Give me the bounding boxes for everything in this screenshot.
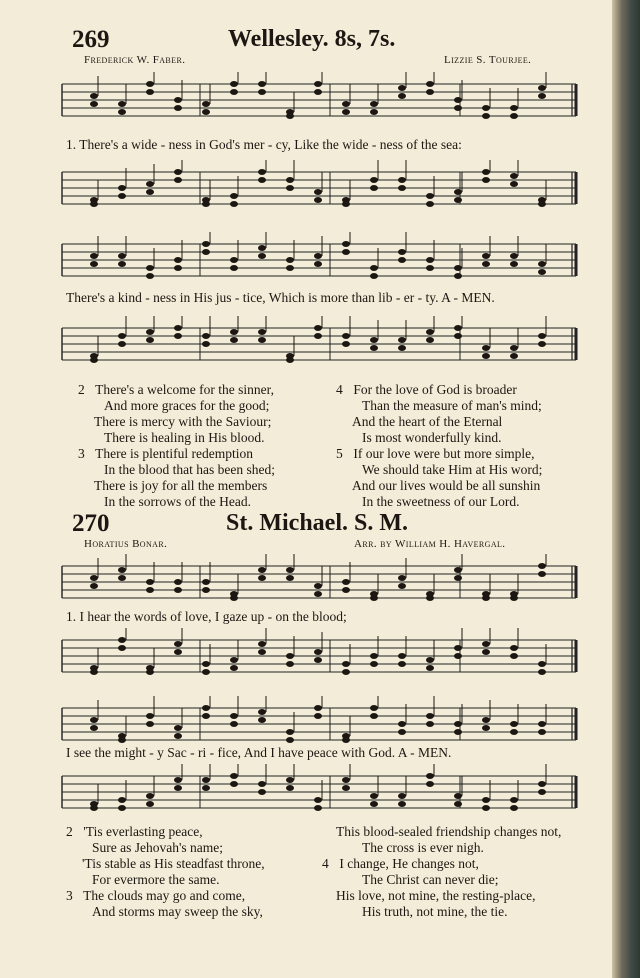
verses-right bbox=[336, 382, 542, 510]
verses-left bbox=[78, 382, 275, 510]
verses-left bbox=[66, 824, 265, 920]
music-staff-bass bbox=[60, 628, 580, 686]
music-staff-treble bbox=[60, 232, 580, 290]
verse-line: There is healing in His blood. bbox=[104, 430, 265, 445]
lyrics-line-2: There's a kind - ness in His jus - tice, Which is more than lib - er - ty. A - MEN. bbox=[66, 290, 495, 305]
music-staff-treble bbox=[60, 554, 580, 612]
verse-line: This blood-sealed friendship changes not, bbox=[336, 824, 562, 839]
lyrics-line-1: 1. I hear the words of love, I gaze up - on the blood; bbox=[66, 609, 347, 624]
music-staff-bass bbox=[60, 316, 580, 374]
verse-line: In the sorrows of the Head. bbox=[104, 494, 251, 509]
verse-line: In the sweetness of our Lord. bbox=[362, 494, 520, 509]
verse-line: Sure as Jehovah's name; bbox=[92, 840, 224, 855]
verse-line: 3 There is plentiful redemption bbox=[78, 446, 253, 461]
verse-line: There is joy for all the members bbox=[94, 478, 268, 493]
author-credit: Horatius Bonar. bbox=[84, 538, 168, 550]
music-staff-bass bbox=[60, 764, 580, 822]
verse-line: 4 I change, He changes not, bbox=[322, 856, 479, 871]
verse-line: And storms may sweep the sky, bbox=[92, 904, 263, 919]
book-spine-edge bbox=[612, 0, 640, 978]
verse-line: We should take Him at His word; bbox=[362, 462, 543, 477]
lyrics-line-1: 1. There's a wide - ness in God's mer - cy, Like the wide - ness of the sea: bbox=[66, 137, 462, 152]
author-credit: Frederick W. Faber. bbox=[84, 54, 186, 66]
verse-line: 4 For the love of God is broader bbox=[336, 382, 517, 397]
verse-line: For evermore the same. bbox=[92, 872, 220, 887]
tune-name: Wellesley. 8s, 7s. bbox=[228, 26, 396, 52]
verse-line: In the blood that has been shed; bbox=[104, 462, 275, 477]
verse-line: 5 If our love were but more simple, bbox=[336, 446, 535, 461]
verse-line: And the heart of the Eternal bbox=[352, 414, 503, 429]
verse-line: His truth, not mine, the tie. bbox=[362, 904, 508, 919]
verse-line: And our lives would be all sunshin bbox=[352, 478, 541, 493]
verse-line: His love, not mine, the resting-place, bbox=[336, 888, 536, 903]
verse-line: 2 There's a welcome for the sinner, bbox=[78, 382, 274, 397]
hymn-number: 269 bbox=[72, 26, 110, 53]
verse-line: 'Tis stable as His steadfast throne, bbox=[82, 856, 265, 871]
hymn-number: 270 bbox=[72, 510, 110, 537]
verses-right bbox=[322, 824, 562, 920]
verse-line: The Christ can never die; bbox=[362, 872, 499, 887]
verse-line: Is most wonderfully kind. bbox=[362, 430, 502, 445]
verse-line: And more graces for the good; bbox=[104, 398, 270, 413]
lyrics-line-2: I see the might - y Sac - ri - fice, And I have peace with God. A - MEN. bbox=[66, 745, 452, 760]
verse-line: The cross is ever nigh. bbox=[362, 840, 484, 855]
verse-line: There is mercy with the Saviour; bbox=[94, 414, 272, 429]
verse-line: 3 The clouds may go and come, bbox=[66, 888, 246, 903]
tune-name: St. Michael. S. M. bbox=[226, 510, 408, 536]
composer-credit: Lizzie S. Tourjee. bbox=[444, 54, 532, 66]
music-staff-treble bbox=[60, 72, 580, 130]
composer-credit: Arr. by William H. Havergal. bbox=[354, 538, 506, 550]
music-staff-bass bbox=[60, 160, 580, 218]
verse-line: 2 'Tis everlasting peace, bbox=[66, 824, 203, 839]
verse-line: Than the measure of man's mind; bbox=[362, 398, 542, 413]
